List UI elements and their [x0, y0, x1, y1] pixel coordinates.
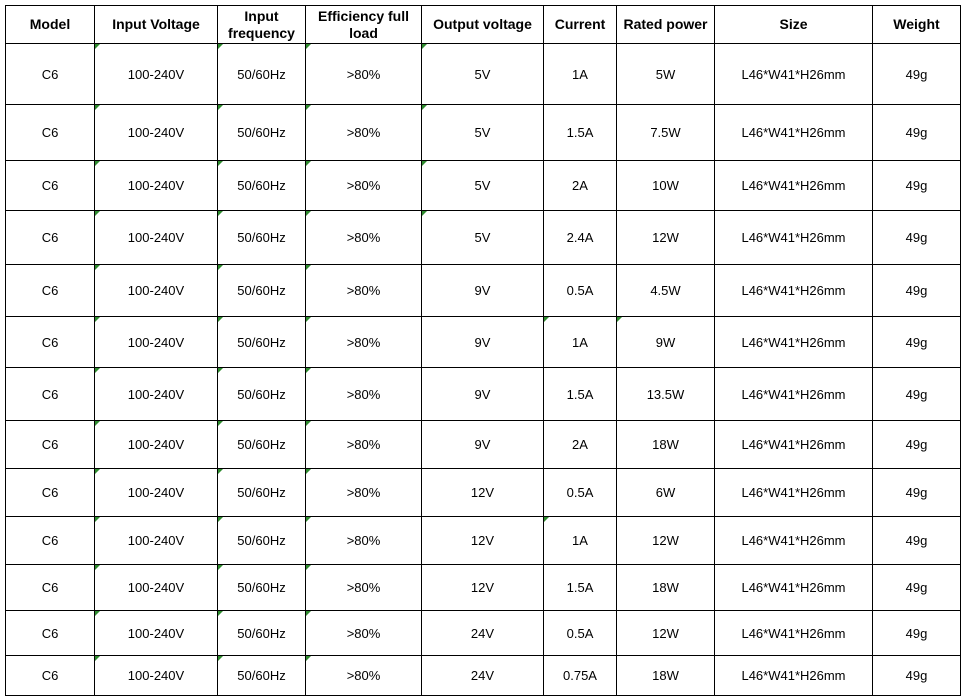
- cell-output-voltage: 24V: [422, 611, 544, 656]
- cell-input-voltage: 100-240V: [95, 611, 218, 656]
- cell-efficiency: >80%: [306, 421, 422, 469]
- table-row: [6, 517, 961, 565]
- header-weight: Weight: [873, 6, 961, 44]
- cell-model: C6: [6, 265, 95, 317]
- cell-size: L46*W41*H26mm: [715, 656, 873, 696]
- header-input-voltage: Input Voltage: [95, 6, 218, 44]
- cell-current: 1A: [544, 317, 617, 368]
- table-row: [6, 317, 961, 368]
- cell-size: L46*W41*H26mm: [715, 105, 873, 161]
- cell-input-frequency: 50/60Hz: [218, 368, 306, 421]
- cell-weight: 49g: [873, 611, 961, 656]
- table-row: [6, 44, 961, 105]
- cell-size: L46*W41*H26mm: [715, 565, 873, 611]
- cell-model: C6: [6, 368, 95, 421]
- cell-model: C6: [6, 317, 95, 368]
- cell-output-voltage: 5V: [422, 44, 544, 105]
- header-current: Current: [544, 6, 617, 44]
- cell-efficiency: >80%: [306, 161, 422, 211]
- table-body: [6, 44, 961, 696]
- cell-output-voltage: 12V: [422, 565, 544, 611]
- cell-weight: 49g: [873, 211, 961, 265]
- table-row: [6, 211, 961, 265]
- cell-model: C6: [6, 565, 95, 611]
- cell-efficiency: >80%: [306, 265, 422, 317]
- cell-efficiency: >80%: [306, 565, 422, 611]
- cell-model: C6: [6, 469, 95, 517]
- cell-model: C6: [6, 421, 95, 469]
- cell-size: L46*W41*H26mm: [715, 161, 873, 211]
- cell-input-frequency: 50/60Hz: [218, 44, 306, 105]
- table-row: [6, 161, 961, 211]
- cell-rated-power: 7.5W: [617, 105, 715, 161]
- cell-input-voltage: 100-240V: [95, 656, 218, 696]
- cell-current: 0.75A: [544, 656, 617, 696]
- cell-weight: 49g: [873, 265, 961, 317]
- cell-input-voltage: 100-240V: [95, 211, 218, 265]
- cell-weight: 49g: [873, 161, 961, 211]
- cell-size: L46*W41*H26mm: [715, 517, 873, 565]
- cell-output-voltage: 9V: [422, 368, 544, 421]
- cell-input-frequency: 50/60Hz: [218, 161, 306, 211]
- cell-input-frequency: 50/60Hz: [218, 265, 306, 317]
- cell-current: 0.5A: [544, 611, 617, 656]
- table-row: [6, 469, 961, 517]
- cell-current: 2A: [544, 161, 617, 211]
- table-row: [6, 611, 961, 656]
- cell-efficiency: >80%: [306, 368, 422, 421]
- cell-output-voltage: 9V: [422, 421, 544, 469]
- cell-input-voltage: 100-240V: [95, 161, 218, 211]
- cell-weight: 49g: [873, 656, 961, 696]
- cell-current: 0.5A: [544, 265, 617, 317]
- cell-weight: 49g: [873, 105, 961, 161]
- cell-output-voltage: 5V: [422, 105, 544, 161]
- table-row: [6, 656, 961, 696]
- cell-input-voltage: 100-240V: [95, 469, 218, 517]
- table-row: [6, 105, 961, 161]
- cell-weight: 49g: [873, 565, 961, 611]
- cell-output-voltage: 24V: [422, 656, 544, 696]
- cell-efficiency: >80%: [306, 469, 422, 517]
- cell-efficiency: >80%: [306, 656, 422, 696]
- cell-input-frequency: 50/60Hz: [218, 317, 306, 368]
- cell-model: C6: [6, 44, 95, 105]
- cell-efficiency: >80%: [306, 105, 422, 161]
- cell-input-frequency: 50/60Hz: [218, 421, 306, 469]
- cell-weight: 49g: [873, 469, 961, 517]
- cell-weight: 49g: [873, 317, 961, 368]
- header-efficiency-label: Efficiency full load: [317, 7, 410, 41]
- cell-size: L46*W41*H26mm: [715, 611, 873, 656]
- cell-rated-power: 12W: [617, 517, 715, 565]
- cell-rated-power: 9W: [617, 317, 715, 368]
- cell-input-voltage: 100-240V: [95, 265, 218, 317]
- cell-output-voltage: 9V: [422, 317, 544, 368]
- cell-model: C6: [6, 611, 95, 656]
- cell-input-voltage: 100-240V: [95, 44, 218, 105]
- cell-size: L46*W41*H26mm: [715, 44, 873, 105]
- header-row: [6, 6, 961, 44]
- header-output-voltage: Output voltage: [422, 6, 544, 44]
- cell-model: C6: [6, 161, 95, 211]
- cell-current: 1.5A: [544, 105, 617, 161]
- cell-size: L46*W41*H26mm: [715, 211, 873, 265]
- header-efficiency: [306, 6, 422, 44]
- cell-size: L46*W41*H26mm: [715, 368, 873, 421]
- table-row: [6, 421, 961, 469]
- cell-rated-power: 18W: [617, 565, 715, 611]
- cell-output-voltage: 5V: [422, 161, 544, 211]
- cell-model: C6: [6, 105, 95, 161]
- header-rated-power: Rated power: [617, 6, 715, 44]
- cell-rated-power: 12W: [617, 211, 715, 265]
- spec-table: [5, 5, 961, 696]
- cell-input-voltage: 100-240V: [95, 517, 218, 565]
- cell-input-frequency: 50/60Hz: [218, 517, 306, 565]
- cell-output-voltage: 12V: [422, 469, 544, 517]
- cell-rated-power: 4.5W: [617, 265, 715, 317]
- cell-weight: 49g: [873, 44, 961, 105]
- cell-output-voltage: 5V: [422, 211, 544, 265]
- table-row: [6, 565, 961, 611]
- cell-rated-power: 12W: [617, 611, 715, 656]
- cell-input-voltage: 100-240V: [95, 421, 218, 469]
- cell-efficiency: >80%: [306, 44, 422, 105]
- cell-efficiency: >80%: [306, 317, 422, 368]
- cell-rated-power: 18W: [617, 421, 715, 469]
- table-row: [6, 265, 961, 317]
- table-row: [6, 368, 961, 421]
- cell-weight: 49g: [873, 517, 961, 565]
- cell-rated-power: 5W: [617, 44, 715, 105]
- cell-input-voltage: 100-240V: [95, 565, 218, 611]
- cell-current: 1A: [544, 44, 617, 105]
- cell-input-frequency: 50/60Hz: [218, 611, 306, 656]
- cell-current: 1.5A: [544, 565, 617, 611]
- cell-efficiency: >80%: [306, 517, 422, 565]
- cell-rated-power: 13.5W: [617, 368, 715, 421]
- cell-rated-power: 10W: [617, 161, 715, 211]
- cell-input-frequency: 50/60Hz: [218, 656, 306, 696]
- cell-size: L46*W41*H26mm: [715, 421, 873, 469]
- header-model: Model: [6, 6, 95, 44]
- cell-rated-power: 6W: [617, 469, 715, 517]
- cell-output-voltage: 9V: [422, 265, 544, 317]
- cell-weight: 49g: [873, 421, 961, 469]
- header-input-frequency: [218, 6, 306, 44]
- cell-model: C6: [6, 517, 95, 565]
- cell-model: C6: [6, 211, 95, 265]
- cell-efficiency: >80%: [306, 611, 422, 656]
- cell-size: L46*W41*H26mm: [715, 265, 873, 317]
- cell-input-voltage: 100-240V: [95, 368, 218, 421]
- cell-weight: 49g: [873, 368, 961, 421]
- cell-current: 2A: [544, 421, 617, 469]
- cell-input-frequency: 50/60Hz: [218, 469, 306, 517]
- cell-output-voltage: 12V: [422, 517, 544, 565]
- header-input-frequency-label: Input frequency: [228, 7, 295, 41]
- cell-input-voltage: 100-240V: [95, 317, 218, 368]
- cell-input-voltage: 100-240V: [95, 105, 218, 161]
- cell-size: L46*W41*H26mm: [715, 317, 873, 368]
- cell-input-frequency: 50/60Hz: [218, 565, 306, 611]
- cell-input-frequency: 50/60Hz: [218, 105, 306, 161]
- cell-efficiency: >80%: [306, 211, 422, 265]
- cell-current: 1A: [544, 517, 617, 565]
- header-size: Size: [715, 6, 873, 44]
- cell-rated-power: 18W: [617, 656, 715, 696]
- cell-input-frequency: 50/60Hz: [218, 211, 306, 265]
- cell-current: 0.5A: [544, 469, 617, 517]
- cell-model: C6: [6, 656, 95, 696]
- cell-current: 2.4A: [544, 211, 617, 265]
- cell-size: L46*W41*H26mm: [715, 469, 873, 517]
- cell-current: 1.5A: [544, 368, 617, 421]
